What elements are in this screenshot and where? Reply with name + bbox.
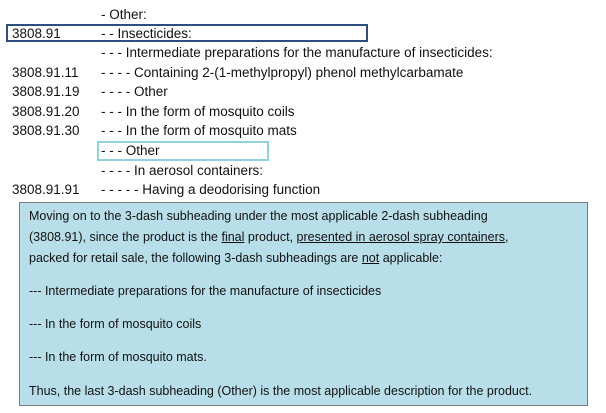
tariff-code: 3808.91.19 [12, 84, 80, 99]
note-paragraph-line [29, 208, 488, 225]
note-paragraph-line [29, 229, 509, 246]
tariff-description: - - - In the form of mosquito coils [101, 104, 295, 119]
tariff-description: - - - - Other [101, 84, 168, 99]
tariff-description: - - - In the form of mosquito mats [101, 123, 297, 138]
note-paragraph-line [29, 250, 442, 267]
tariff-description: - - - - In aerosol containers: [101, 163, 264, 178]
tariff-description: - - - Intermediate preparations for the manufacture of insecticides: [101, 45, 493, 60]
note-text: product, [244, 230, 297, 244]
note-emphasis-final: final [221, 230, 245, 244]
note-text: applicable: [379, 251, 443, 265]
note-text: , [505, 230, 509, 244]
explanation-note [19, 202, 588, 406]
highlight-box-other [97, 141, 269, 161]
note-item: --- In the form of mosquito coils [29, 317, 202, 331]
tariff-code: 3808.91 [12, 26, 61, 41]
tariff-description: - - - - - Having a deodorising function [101, 182, 321, 197]
note-emphasis-not: not [361, 251, 380, 265]
tariff-code: 3808.91.20 [12, 104, 80, 119]
tariff-description: - - - - Containing 2-(1-methylpropyl) phenol methylcarbamate [101, 65, 464, 80]
note-conclusion: Thus, the last 3-dash subheading (Other) is the most applicable description for the product. [29, 384, 533, 398]
highlight-box-insecticides [6, 24, 368, 42]
note-text: (3808.91), since the product is the [29, 230, 222, 244]
tariff-description: - Other: [101, 7, 147, 22]
tariff-code: 3808.91.30 [12, 123, 80, 138]
note-text: Moving on to the 3-dash subheading under the most applicable 2-dash subheading [29, 209, 488, 223]
tariff-code: 3808.91.91 [12, 182, 80, 197]
tariff-description: - - Insecticides: [101, 26, 192, 41]
note-emphasis-presented: presented in aerosol spray containers [296, 230, 506, 244]
note-item: --- Intermediate preparations for the manufacture of insecticides [29, 284, 382, 298]
note-text: packed for retail sale, the following 3-dash subheadings are [29, 251, 362, 265]
note-item: --- In the form of mosquito mats. [29, 350, 207, 364]
tariff-description: - - - Other [101, 143, 160, 158]
tariff-code: 3808.91.11 [12, 65, 79, 80]
